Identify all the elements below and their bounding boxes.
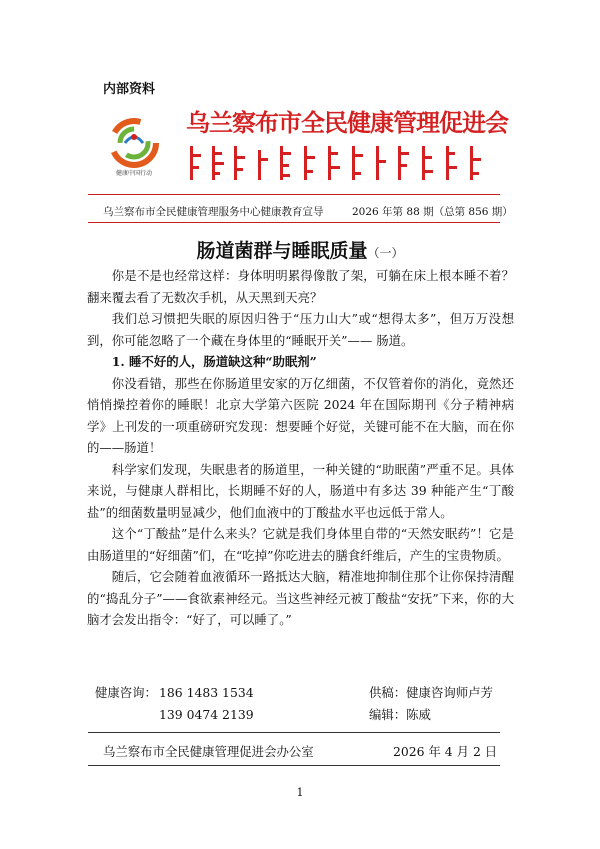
publish-date: 2026 年 4 月 2 日 (393, 744, 498, 759)
article-title (0, 236, 600, 263)
paragraph: 你没看错，那些在你肠道里安家的万亿细菌，不仅管着你的消化，竟然还悄悄操控着你的睡眠！北京大学第六医院 2024 年在国际期刊《分子精神病学》上刊发的一项重磅研究发现：想要睡个好觉，关键可能不在大脑，而在你的——肠道！ (87, 375, 514, 455)
supplier-credit: 供稿：健康咨询师卢芳 (369, 685, 493, 700)
article-body (87, 265, 514, 631)
section-heading: 1. 睡不好的人，肠道缺这种“助眠剂” (111, 354, 317, 369)
article-title-text: 肠道菌群与睡眠质量 (196, 240, 368, 262)
contact-label: 健康咨询： (95, 685, 157, 700)
contact-block (95, 682, 515, 726)
page-number: 1 (296, 786, 304, 799)
office-name: 乌兰察布市全民健康管理促进会办公室 (103, 744, 314, 759)
phone-number: 139 0474 2139 (159, 707, 254, 722)
footer-divider-bottom (88, 765, 500, 766)
header-divider-bottom (88, 222, 500, 223)
health-china-logo (103, 113, 165, 175)
paragraph: 科学家们发现，失眠患者的肠道里，一种关键的“助眠菌”严重不足。具体来说，与健康人群相比，长期睡不好的人，肠道中有多达 39 种能产生“丁酸盐”的细菌数量明显减少，他们血液中的丁酸盐水平也远低于常人。 (87, 461, 514, 520)
footer-divider (88, 732, 500, 733)
issue-number: 2026 年第 88 期（总第 856 期） (352, 206, 513, 218)
phone-number: 186 1483 1534 (159, 685, 254, 700)
internal-material-label: 内部资料 (103, 82, 156, 97)
header-divider (88, 194, 500, 195)
editor-credit: 编辑：陈威 (369, 707, 431, 722)
organization-title: 乌兰察布市全民健康管理促进会 (186, 109, 508, 137)
paragraph: 我们总习惯把失眠的原因归咎于“压力山大”或“想得太多”，但万万没想到，你可能忽略了一个藏在身体里的“睡眠开关”—— 肠道。 (87, 311, 514, 348)
paragraph: 随后，它会随着血液循环一路抵达大脑，精准地抑制住那个让你保持清醒的“捣乱分子”——食欲素神经元。当这些神经元被丁酸盐“安抚”下来，你的大脑才会发出指令：“好了，可以睡了。” (87, 569, 514, 627)
logo-caption: 健康中国行动 (115, 170, 152, 177)
mongolian-script-title (186, 142, 496, 186)
paragraph: 你是不是也经常这样：身体明明累得像散了架，可躺在床上根本睡不着？翻来覆去看了无数次手机，从天黑到天亮？ (87, 268, 514, 305)
issue-publisher: 乌兰察布市全民健康管理服务中心健康教育宣导 (103, 206, 324, 218)
paragraph: 这个“丁酸盐”是什么来头？它就是我们身体里自带的“天然安眠药”！它是由肠道里的“好细菌”们，在“吃掉”你吃进去的膳食纤维后，产生的宝贵物质。 (87, 526, 514, 563)
article-part: （一） (367, 246, 404, 260)
